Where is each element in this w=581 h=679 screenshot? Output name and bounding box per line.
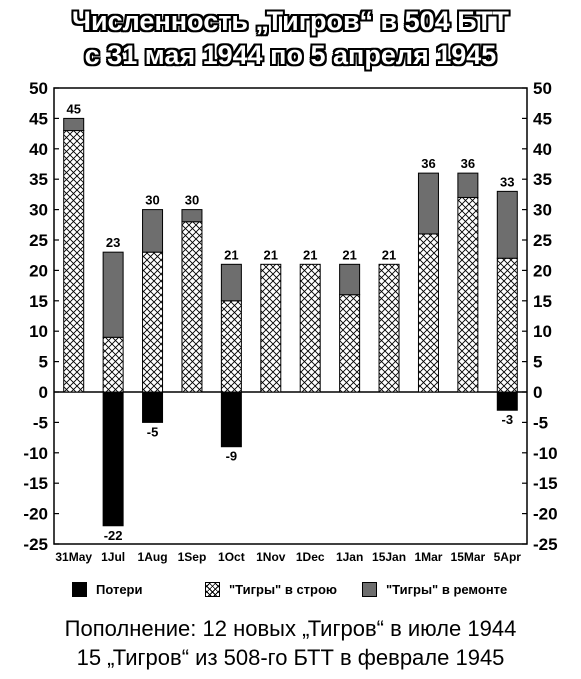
x-tick-label: 15Jan (372, 550, 407, 564)
bar-repair (340, 264, 360, 294)
bar-active (182, 222, 202, 392)
legend-item-losses (72, 580, 143, 598)
bar-active (143, 252, 163, 392)
y-tick-label-right: 25 (533, 231, 552, 250)
legend-swatch-active (205, 582, 220, 597)
legend-swatch-repair (362, 582, 377, 597)
y-tick-label-left: -5 (32, 413, 48, 433)
bar-active (103, 337, 123, 392)
y-tick-label-left: 30 (29, 200, 48, 220)
x-tick-label: 1Oct (218, 550, 245, 564)
bar-repair (458, 173, 478, 197)
bar-repair (221, 264, 241, 300)
bar-loss (143, 392, 163, 422)
y-tick-label-right: -25 (533, 535, 558, 554)
bar-repair (143, 210, 163, 253)
y-tick-label-left: 45 (29, 109, 48, 129)
y-tick-label-left: 5 (38, 352, 48, 372)
y-tick-label-right: 15 (533, 291, 552, 311)
y-tick-label-left: 10 (29, 322, 48, 342)
y-tick-label-left: -10 (23, 443, 48, 463)
bar-active (458, 197, 478, 392)
bar-active (261, 264, 281, 392)
bar-loss (497, 392, 517, 410)
data-label-total: 30 (184, 192, 200, 208)
data-label-total: 21 (224, 247, 239, 263)
data-label-total: 21 (263, 247, 279, 263)
data-label-total: 21 (342, 247, 357, 263)
x-tick-label: 1Aug (137, 550, 168, 564)
y-tick-label-right: 20 (533, 261, 552, 281)
legend-item-repair (362, 580, 507, 598)
y-tick-label-left: 40 (29, 139, 48, 159)
footnote-line-1: Пополнение: 12 новых „Тигров“ в июле 1944 (64, 616, 517, 641)
y-tick-label-left: 20 (29, 261, 48, 281)
data-label-total: 23 (105, 235, 121, 251)
y-tick-label-right: 10 (533, 322, 552, 342)
bar-loss (221, 392, 241, 447)
footnote-line-2: 15 „Тигров“ из 508-го БТТ в феврале 1945 (76, 645, 505, 670)
legend-item-active (205, 580, 337, 598)
bar-active (418, 234, 438, 392)
bar-repair (64, 118, 84, 130)
legend-label-losses: Потери (96, 581, 143, 597)
x-tick-label: 1Jul (101, 550, 126, 564)
data-label-total: 21 (381, 247, 397, 263)
y-tick-label-left: 0 (38, 383, 48, 402)
data-label-total: 36 (460, 156, 476, 172)
x-tick-label: 5Apr (493, 550, 521, 564)
y-tick-label-right: 35 (533, 170, 552, 190)
data-label-loss: -5 (146, 424, 159, 440)
bar-repair (418, 173, 438, 234)
y-tick-label-left: -20 (23, 504, 48, 524)
data-label-loss: -22 (103, 527, 123, 543)
stacked-bar-chart (0, 78, 581, 578)
x-tick-label: 1Nov (256, 550, 286, 564)
y-tick-label-left: -15 (23, 474, 48, 494)
legend-label-repair: "Тигры" в ремонте (386, 581, 508, 597)
y-tick-label-left: 35 (29, 170, 48, 190)
data-label-loss: -9 (225, 448, 238, 464)
y-tick-label-left: 15 (29, 291, 48, 311)
bar-loss (103, 392, 123, 526)
bar-active (379, 264, 399, 392)
bar-active (221, 301, 241, 392)
x-tick-label: 1Sep (177, 550, 207, 564)
y-tick-label-right: 30 (533, 200, 552, 220)
y-tick-label-right: -20 (533, 504, 558, 524)
y-tick-label-right: -15 (533, 474, 558, 494)
y-tick-label-left: 25 (29, 231, 48, 250)
y-tick-label-right: 50 (533, 79, 552, 98)
bar-active (300, 264, 320, 392)
legend-label-active: "Тигры" в строю (229, 581, 338, 597)
bar-repair (182, 210, 202, 222)
data-label-total: 36 (421, 156, 436, 172)
bar-active (497, 258, 517, 392)
bar-active (64, 131, 84, 392)
x-tick-label: 15Mar (450, 550, 486, 564)
x-tick-label: 1Jan (335, 550, 364, 564)
data-label-total: 30 (145, 192, 160, 208)
bar-repair (103, 252, 123, 337)
y-tick-label-left: 50 (29, 79, 48, 98)
bar-active (340, 295, 360, 392)
y-tick-label-left: -25 (23, 535, 48, 554)
data-label-total: 33 (500, 174, 515, 190)
x-tick-label: 31May (55, 550, 93, 564)
y-tick-label-right: 0 (533, 383, 543, 402)
y-tick-label-right: -10 (533, 443, 558, 463)
y-tick-label-right: -5 (533, 413, 549, 433)
x-tick-label: 1Dec (295, 550, 325, 564)
chart-title-line-2: с 31 мая 1944 по 5 апреля 1945 (84, 40, 497, 70)
y-tick-label-right: 40 (533, 139, 552, 159)
y-tick-label-right: 5 (533, 352, 543, 372)
x-tick-label: 1Mar (414, 550, 443, 564)
data-label-loss: -3 (501, 412, 514, 428)
y-tick-label-right: 45 (533, 109, 552, 129)
legend-swatch-losses (72, 582, 87, 597)
data-label-total: 45 (66, 101, 81, 117)
chart-title-line-1: Численность „Тигров“ в 504 БТТ (72, 6, 509, 36)
data-label-total: 21 (302, 247, 318, 263)
bar-repair (497, 191, 517, 258)
plot-frame (54, 88, 527, 544)
